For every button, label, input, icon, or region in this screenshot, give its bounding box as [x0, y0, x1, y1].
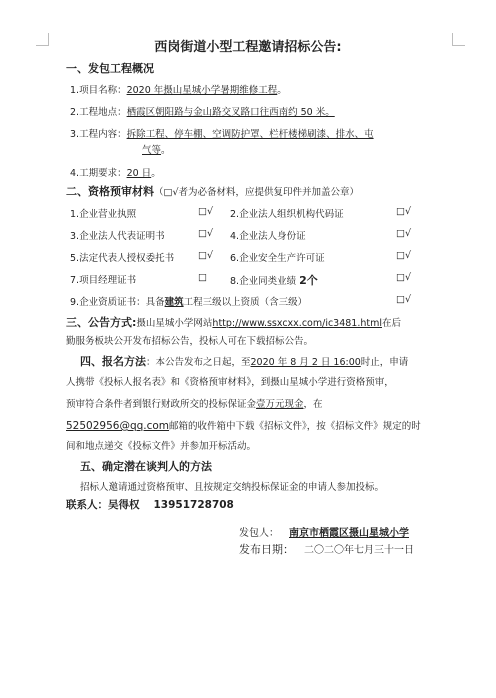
website-link[interactable]: http://www.ssxcxx.com/ic3481.html — [212, 318, 383, 329]
contact-label: 联系人： — [66, 499, 108, 511]
checkbox: □√ — [396, 250, 412, 261]
page-title: 西岗街道小型工程邀请招标公告: — [154, 40, 342, 55]
text: 邮箱的收件箱中下载《招标文件》，按《招标文件》规定的时 — [169, 421, 421, 432]
project-location-line — [70, 104, 335, 118]
heading-note: （□√者为必备材料，应提供复印件并加盖公章） — [154, 187, 360, 198]
material-item: 5.法定代表人授权委托书 — [70, 253, 175, 264]
deadline: 2020 年 8 月 2 日 16:00 — [250, 357, 361, 368]
checkbox: □√ — [396, 272, 412, 283]
material-item: 4.企业法人身份证 — [230, 231, 306, 242]
issuer-name: 南京市栖霞区摄山星城小学 — [289, 528, 409, 539]
checkbox: □ — [198, 272, 207, 283]
material-label: 8.企业同类业绩 — [230, 276, 300, 287]
material-item: 7.项目经理证书 — [70, 275, 137, 286]
contact-line — [66, 497, 234, 512]
section3-line1 — [66, 314, 401, 330]
punct: 。 — [161, 145, 171, 156]
project-content-line — [70, 126, 374, 140]
checkbox: □√ — [198, 228, 214, 239]
value: 拆除工程、停车棚、空调防护罩、栏杆楼梯刷漆、排水、屯 — [126, 129, 374, 140]
checkbox: □√ — [198, 206, 214, 217]
email-link[interactable]: 52502956@qq.com — [66, 420, 170, 432]
label: 2.工程地点： — [70, 107, 127, 118]
section3-line2: 勤服务板块公开发布招标公告，投标人可在下载招标公告。 — [66, 336, 314, 347]
text: 预审符合条件者到银行财政所交的投标保证金 — [66, 399, 257, 410]
duration-line — [70, 165, 161, 179]
label: 4.工期要求： — [70, 168, 127, 179]
material-item — [230, 272, 318, 288]
section4-line3 — [66, 396, 323, 410]
value: 气等 — [142, 145, 162, 156]
material-item: 3.企业法人代表证明书 — [70, 231, 165, 242]
date-label: 发布日期： — [239, 543, 294, 556]
heading-text: 二、资格预审材料 — [66, 185, 154, 198]
text: ：本公告发布之日起，至 — [146, 357, 251, 368]
issuer-line — [239, 524, 409, 539]
qualification-level: 工程三级以上资质（含三级） — [183, 297, 308, 308]
value: 栖霞区朝阳路与金山路交叉路口往西南约 50 米。 — [126, 107, 335, 118]
section4-line5: 间和地点递交《投标文件》并参加开标活动。 — [66, 441, 257, 452]
material-item: 1.企业营业执照 — [70, 209, 137, 220]
issuer-label: 发包人： — [239, 528, 279, 539]
section5-heading: 五、确定潜在谈判人的方法 — [80, 460, 212, 473]
material-item: 2.企业法人组织机构代码证 — [230, 209, 344, 220]
text: 在后 — [382, 318, 402, 329]
date-line — [239, 541, 414, 557]
checkbox: □√ — [198, 250, 214, 261]
material-count: 2个 — [299, 274, 318, 287]
checkbox: □√ — [396, 228, 412, 239]
punct: 。 — [277, 85, 287, 96]
deposit-amount: 壹万元现金 — [256, 399, 304, 410]
issue-date: 二〇二〇年七月三十一日 — [304, 545, 414, 556]
contact-name: 吴得权 — [108, 499, 140, 511]
section4-line4 — [66, 418, 421, 432]
section4-heading: 四、报名方法 — [80, 355, 146, 368]
text: ，在 — [303, 399, 323, 410]
label: 3.工程内容： — [70, 129, 127, 140]
punct: 。 — [151, 168, 161, 179]
checkbox: □√ — [396, 294, 412, 305]
section2-heading — [66, 183, 359, 199]
section1-heading: 一、发包工程概况 — [66, 62, 154, 75]
label: 1.项目名称： — [70, 85, 127, 96]
section3-heading: 三、公告方式: — [66, 316, 137, 329]
label: 9.企业资质证书：具备 — [70, 297, 165, 308]
text: 时止，申请 — [360, 357, 409, 368]
project-content-line2 — [142, 142, 171, 156]
value: 2020 年摄山星城小学暑期维修工程 — [126, 85, 278, 96]
checkbox: □√ — [396, 206, 412, 217]
qualification-type: 建筑 — [164, 297, 184, 308]
text: 摄山星城小学网站 — [136, 318, 213, 329]
contact-phone: 13951728708 — [153, 499, 234, 511]
project-name-line — [70, 82, 287, 96]
qualification-line — [70, 294, 307, 308]
section4-line2: 人携带《投标人报名表》和《资格预审材料》，到摄山星城小学进行资格预审， — [66, 377, 394, 388]
material-item: 6.企业安全生产许可证 — [230, 253, 325, 264]
value: 20 日 — [126, 168, 152, 179]
section4-line1 — [80, 353, 408, 369]
section5-text: 招标人邀请通过资格预审、且按规定交纳投标保证金的申请人参加投标。 — [80, 482, 385, 493]
